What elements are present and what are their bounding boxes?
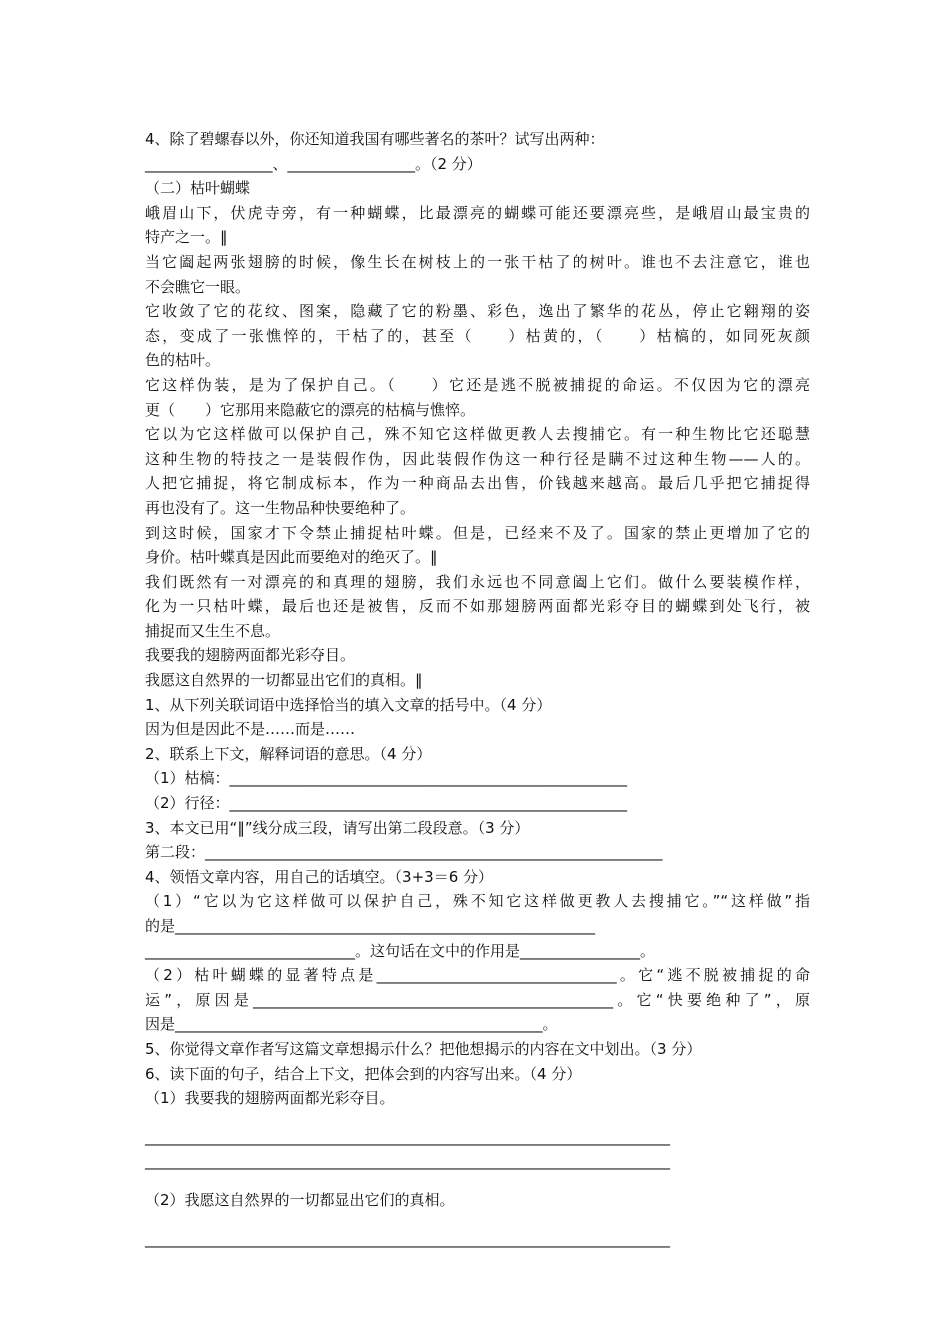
question-4: 4、领悟文章内容，用自己的话填空。（3+3＝6 分） [145,867,494,886]
answer-line-xingjing[interactable]: （2）行径：_____________________________________________________ [145,794,628,813]
spacer [145,1111,810,1125]
question-2: 2、联系上下文，解释词语的意思。（4 分） [145,744,432,763]
question-5: 5、你觉得文章作者写这篇文章想揭示什么？把他想揭示的内容在文中划出。（3 分） [145,1039,702,1058]
passage-line: 到这时候，国家才下令禁止捕捉枯叶蝶。但是，已经来不及了。国家的禁止更增加了它的 [145,523,810,542]
answer-line-paragraph-2[interactable]: 第二段：_____________________________________________________________ [145,843,663,862]
passage-line: 身价。枯叶蝶真是因此而要绝对的绝灭了。‖ [145,548,438,567]
question-4-part-2[interactable]: （2）枯叶蝴蝶的显著特点是________________________________。它“逃不脱被捕捉的命 [145,966,810,985]
answer-line-6-1b[interactable]: ______________________________________________________________________ [145,1152,670,1171]
answer-line-4-1b[interactable]: ____________________________。这句话在文中的作用是________________。 [145,941,656,960]
passage-line: 色的枯叶。 [145,351,221,370]
passage-line: 峨眉山下，伏虎寺旁，有一种蝴蝶，比最漂亮的蝴蝶可能还要漂亮些，是峨眉山最宝贵的 [145,203,810,222]
passage-line: 我们既然有一对漂亮的和真理的翅膀，我们永远也不同意阖上它们。做什么要装模作样， [145,572,810,591]
spacer [145,1174,810,1188]
passage-line: 再也没有了。这一生物品种快要绝种了。 [145,498,416,517]
answer-line-6-2[interactable]: ______________________________________________________________________ [145,1229,670,1248]
passage-line: 态，变成了一张憔悴的，干枯了的，甚至（ ）枯黄的，（ ）枯槁的，如同死灰颜 [145,326,810,345]
passage-line: 我愿这自然界的一切都显出它们的真相。‖ [145,671,423,690]
passage-line: 当它阖起两张翅膀的时候，像生长在树枝上的一张干枯了的树叶。谁也不去注意它，谁也 [145,252,810,271]
answer-line-kugao[interactable]: （1）枯槁：_____________________________________________________ [145,769,628,788]
passage-line: 我要我的翅膀两面都光彩夺目。 [145,646,356,665]
passage-line: 捕捉而又生生不息。 [145,621,281,640]
passage-line: 这种生物的特技之一是装假作伪，因此装假作伪这一种行径是瞒不过这种生物——人的。 [145,449,810,468]
passage-line: 它这样伪装，是为了保护自己。（ ）它还是逃不脱被捕捉的命运。不仅因为它的漂亮 [145,375,810,394]
passage-line: 更（ ）它那用来隐蔽它的漂亮的枯槁与憔悴。 [145,400,476,419]
question-6: 6、读下面的句子，结合上下文，把体会到的内容写出来。（4 分） [145,1064,582,1083]
passage-line: 特产之一。‖ [145,228,228,247]
answer-blanks-tea: _________________、_________________。（2 分） [145,154,482,173]
passage-line: 它以为它这样做可以保护自己，殊不知它这样做更教人去搜捕它。有一种生物比它还聪慧 [145,425,810,444]
conjunction-options: 因为但是因此不是……而是…… [145,720,356,739]
answer-line-4-2[interactable]: 因是_________________________________________________。 [145,1015,558,1034]
question-4-tea: 4、除了碧螺春以外，你还知道我国有哪些著名的茶叶？试写出两种： [145,130,605,148]
passage-line: 人把它捕捉，将它制成标本，作为一种商品去出售，价钱越来越高。最后几乎把它捕捉得 [145,474,810,493]
passage-line: 不会瞧它一眼。 [145,277,251,296]
passage-line: 它收敛了它的花纹、图案，隐藏了它的粉墨、彩色，逸出了繁华的花丛，停止它翱翔的姿 [145,302,810,321]
question-6-part-2: （2）我愿这自然界的一切都显出它们的真相。 [145,1190,455,1209]
spacer [145,1213,810,1227]
answer-line-6-1a[interactable]: ______________________________________________________________________ [145,1127,670,1146]
question-3: 3、本文已用“‖”线分成三段，请写出第二段段意。（3 分） [145,818,530,837]
question-6-part-1: （1）我要我的翅膀两面都光彩夺目。 [145,1089,395,1108]
question-1: 1、从下列关联词语中选择恰当的填入文章的括号中。（4 分） [145,695,552,714]
question-4-part-1: （1）“它以为它这样做可以保护自己，殊不知它这样做更教人去搜捕它。”“这样做”指 [145,892,810,911]
passage-line: 化为一只枯叶蝶，最后也还是被售，反而不如那翅膀两面都光彩夺目的蝴蝶到处飞行，被 [145,597,810,616]
document-body [145,127,810,1251]
section-title: （二）枯叶蝴蝶 [145,179,251,198]
question-4-part-2-cont[interactable]: 运”，原因是________________________________________________。它“快要绝种了”，原 [145,990,810,1009]
answer-line-4-1a[interactable]: 的是________________________________________________________ [145,917,596,935]
